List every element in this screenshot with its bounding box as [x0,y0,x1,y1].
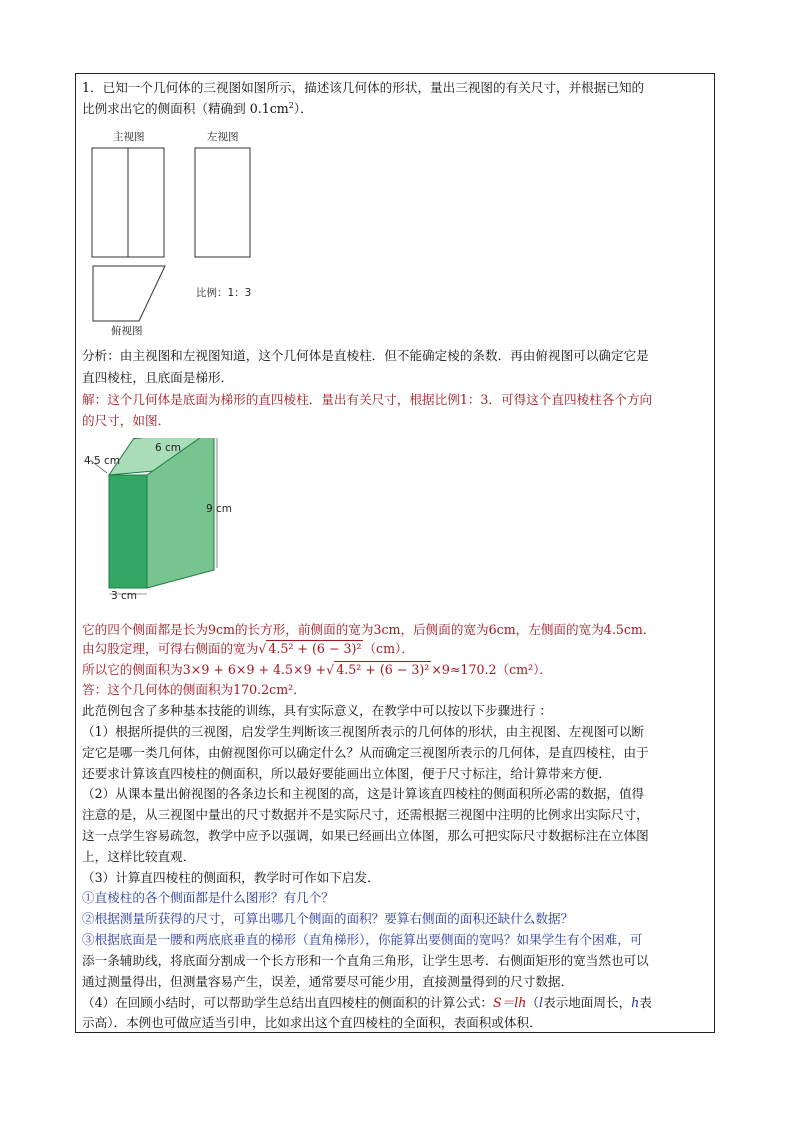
step2-line-3: 这一点学生容易疏忽，教学中应予以强调，如果已经画出立体图，那么可把实际尺寸数据标注在立体图 [82,828,649,843]
dim-height-label: 9 cm [206,503,233,515]
sqrt-expression: √ 4.5² + (6 − 3)² [258,641,362,656]
notes-intro: 此范例包含了多种基本技能的训练，具有实际意义，在教学中可以按以下步骤进行 ： [82,703,552,718]
prism-front-face [109,475,147,588]
result-line-3: 所以它的侧面积为3×9 + 6×9 + 4.5×9 +√ 4.5² + (6 − 3)² ×9≈170.2（cm²）． [82,662,553,677]
step2-line-2: 注意的是，从三视图中量出的尺寸数据并不是实际尺寸，还需根据三视图中注明的比例求出实际尺寸， [82,807,649,822]
step3-line: （3）计算直四棱柱的侧面积，教学时可作如下启发． [82,870,380,885]
question-3-line-1: ③根据底面是一腰和两底底垂直的梯形（直角梯形），你能算出要侧面的宽吗？如果学生有个困难，可 [82,932,643,947]
step2-line-4: 上，这样比较直观． [82,849,196,864]
analysis-line-1: 分析：由主视图和左视图知道，这个几何体是直棱柱．但不能确定棱的条数．再由俯视图可以确定它是 [82,348,649,363]
top-view-label: 俯视图 [111,325,143,337]
side-view-label: 左视图 [207,131,239,143]
question-3-line-3: 通过测量得出，但测量容易产生，误差，通常要尽可能少用，直接测量得到的尺寸数据． [82,974,574,989]
step4-line-2: 示高）．本例也可做应适当引申，比如求出这个直四棱柱的全面积，表面积或体积． [82,1015,542,1030]
problem-line-1: 1．已知一个几何体的三视图如图所示，描述该几何体的形状，量出三视图的有关尺寸，并根据已知的 [82,80,645,95]
question-2: ②根据测量所获得的尺寸，可算出哪几个侧面的面积？要算右侧面的面积还缺什么数据？ [82,911,574,926]
answer-line: 答：这个几何体的侧面积为170.2cm²． [82,682,306,697]
sqrt-expression-2: √ 4.5² + (6 − 3)² [326,662,430,677]
step4-line-1: （4）在回顾小结时，可以帮助学生总结出直四棱柱的侧面积的计算公式：S＝lh（l表示地面周长，h表 [82,995,652,1010]
dim-left-label: 4.5 cm [84,455,121,467]
top-view-trapezoid [93,266,165,321]
side-view-rect [195,148,250,257]
solution-line-1: 解：这个几何体是底面为梯形的直四棱柱．量出有关尺寸，根据比例1：3．可得这个直四棱柱各个方向 [82,392,653,407]
three-view-drawing [85,140,265,330]
analysis-line-2: 直四棱柱，且底面是梯形． [82,370,234,385]
question-1: ①直棱柱的各个侧面都是什么图形？有几个？ [82,890,334,905]
step1-line-3: 还要求计算该直四棱柱的侧面积，所以最好要能画出立体图，便于尺寸标注，给计算带来方便． [82,766,611,781]
problem-line-2: 比例求出它的侧面积（精确到 $0.1cm^2$）． [82,100,313,116]
result-line-2: 由勾股定理，可得右侧面的宽为√ 4.5² + (6 − 3)² （cm）． [82,641,414,656]
scale-label: 比例：1：3 [196,287,252,299]
step1-line-1: （1）根据所提供的三视图，启发学生判断该三视图所表示的几何体的形状，由主视图、左视图可以断 [82,724,645,739]
solution-line-2: 的尺寸，如图． [82,413,171,428]
result-line-1: 它的四个侧面都是长为9cm的长方形，前侧面的宽为3cm，后侧面的宽为6cm，左侧面的宽为4.5cm． [82,622,656,637]
step1-line-2: 定它是哪一类几何体，由俯视图你可以确定什么？从而确定三视图所表示的几何体，是直四棱柱，由于 [82,745,649,760]
dim-bottom-label: 3 cm [111,590,138,602]
question-3-line-2: 添一条辅助线，将底面分割成一个长方形和一个直角三角形，让学生思考．右侧面矩形的宽当然也可以 [82,953,649,968]
step2-line-1: （2）从课本量出俯视图的各条边长和主视图的高，这是计算该直四棱柱的侧面积所必需的数据，值得 [82,786,645,801]
dim-top-label: 6 cm [155,442,182,454]
front-view-label: 主视图 [113,131,145,143]
